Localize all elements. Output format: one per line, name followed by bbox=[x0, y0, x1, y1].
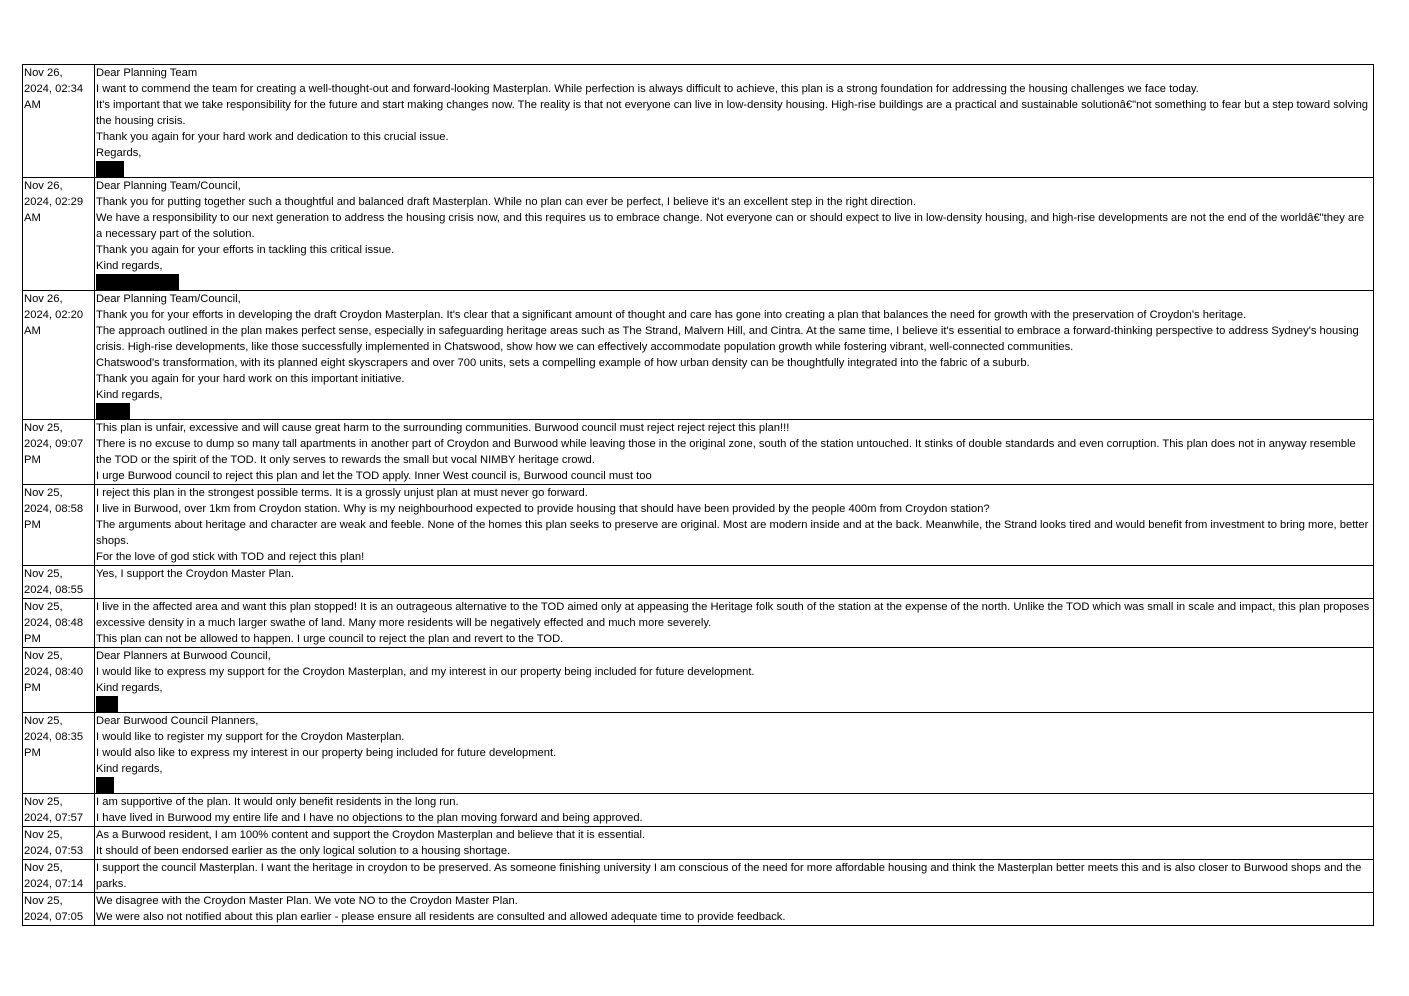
redacted-signature bbox=[96, 161, 124, 177]
submission-row bbox=[23, 485, 1374, 566]
redacted-signature bbox=[96, 777, 114, 793]
comment-line: We have a responsibility to our next generation to address the housing crisis now, and this requires us to embrace change. Not everyone can or should expect to live in low-density housing, and high-rise developments are not the end of the worldâ€"they are a necessary part of the solution. bbox=[96, 212, 1365, 240]
submission-comment bbox=[95, 860, 1374, 893]
submission-row bbox=[23, 566, 1374, 599]
submission-row bbox=[23, 713, 1374, 794]
comment-line: I live in Burwood, over 1km from Croydon station. Why is my neighbourhood expected to provide housing that should have been provided by the people 400m from Croydon station? bbox=[96, 503, 990, 515]
redacted-signature bbox=[96, 274, 179, 290]
redacted-signature bbox=[96, 696, 118, 712]
submission-comment bbox=[95, 827, 1374, 860]
submission-comment bbox=[95, 291, 1374, 420]
submissions-table-body bbox=[23, 65, 1374, 926]
comment-line: We disagree with the Croydon Master Plan. We vote NO to the Croydon Master Plan. bbox=[96, 895, 518, 907]
comment-line: Thank you for putting together such a thoughtful and balanced draft Masterplan. While no plan can ever be perfect, I believe it's an excellent step in the right direction. bbox=[96, 196, 916, 208]
comment-line: I want to commend the team for creating a well-thought-out and forward-looking Masterplan. While perfection is always difficult to achieve, this plan is a strong foundation for addressing the housing challenges we face today. bbox=[96, 83, 1199, 95]
comment-line: Regards, bbox=[96, 147, 142, 159]
submission-comment bbox=[95, 178, 1374, 291]
comment-line: Yes, I support the Croydon Master Plan. bbox=[96, 568, 294, 580]
comment-line: Dear Planning Team bbox=[96, 67, 198, 79]
comment-line: I would also like to express my interest in our property being included for future development. bbox=[96, 747, 557, 759]
submission-row bbox=[23, 648, 1374, 713]
comment-line: Kind regards, bbox=[96, 260, 163, 272]
submission-comment bbox=[95, 420, 1374, 485]
submission-comment bbox=[95, 713, 1374, 794]
comment-line: It's important that we take responsibility for the future and start making changes now. The reality is that not everyone can live in low-density housing. High-rise buildings are a practical and sustainable solutionâ€"not something to fear but a step toward solving the housing crisis. bbox=[96, 99, 1369, 127]
submission-date: Nov 25, 2024, 08:58 PM bbox=[23, 485, 95, 566]
comment-line: I live in the affected area and want this plan stopped! It is an outrageous alternative to the TOD aimed only at appeasing the Heritage folk south of the station at the expense of the north. Unlike the TOD which was small in scale and impact, this plan proposes excessive density in a much larger swathe of land. Many more residents will be negatively effected and much more severely. bbox=[96, 601, 1370, 629]
submission-row bbox=[23, 827, 1374, 860]
submission-date: Nov 25, 2024, 09:07 PM bbox=[23, 420, 95, 485]
comment-line: I have lived in Burwood my entire life and I have no objections to the plan moving forward and being approved. bbox=[96, 812, 643, 824]
submission-date: Nov 25, 2024, 08:55 bbox=[23, 566, 95, 599]
comment-line: I would like to express my support for the Croydon Masterplan, and my interest in our property being included for future development. bbox=[96, 666, 755, 678]
submission-row bbox=[23, 893, 1374, 926]
comment-line: Chatswood's transformation, with its planned eight skyscrapers and over 700 units, sets a compelling example of how urban density can be thoughtfully integrated into the fabric of a suburb. bbox=[96, 357, 1030, 369]
comment-line: We were also not notified about this plan earlier - please ensure all residents are consulted and allowed adequate time to provide feedback. bbox=[96, 911, 786, 923]
comment-line: I support the council Masterplan. I want the heritage in croydon to be preserved. As someone finishing university I am conscious of the need for more affordable housing and think the Masterplan better meets this and is also closer to Burwood shops and the parks. bbox=[96, 862, 1362, 890]
redacted-signature bbox=[96, 403, 130, 419]
comment-line: For the love of god stick with TOD and reject this plan! bbox=[96, 551, 365, 563]
comment-line: I reject this plan in the strongest possible terms. It is a grossly unjust plan at must never go forward. bbox=[96, 487, 588, 499]
submission-comment bbox=[95, 893, 1374, 926]
submission-comment bbox=[95, 485, 1374, 566]
submission-row bbox=[23, 599, 1374, 648]
comment-line: Thank you again for your efforts in tackling this critical issue. bbox=[96, 244, 395, 256]
submission-date: Nov 26, 2024, 02:29 AM bbox=[23, 178, 95, 291]
submission-comment bbox=[95, 566, 1374, 599]
submission-date: Nov 25, 2024, 08:48 PM bbox=[23, 599, 95, 648]
submission-row bbox=[23, 178, 1374, 291]
submission-comment bbox=[95, 65, 1374, 178]
submission-date: Nov 26, 2024, 02:34 AM bbox=[23, 65, 95, 178]
comment-line: I would like to register my support for the Croydon Masterplan. bbox=[96, 731, 405, 743]
comment-line: It should of been endorsed earlier as the only logical solution to a housing shortage. bbox=[96, 845, 511, 857]
comment-line: Dear Planning Team/Council, bbox=[96, 293, 241, 305]
comment-line: Kind regards, bbox=[96, 763, 163, 775]
submission-comment bbox=[95, 599, 1374, 648]
submission-date: Nov 25, 2024, 07:05 bbox=[23, 893, 95, 926]
comment-line: There is no excuse to dump so many tall apartments in another part of Croydon and Burwood while leaving those in the original zone, south of the station untouched. It stinks of double standards and even corruption. This plan does not in anyway resemble the TOD or the spirit of the TOD. It only serves to rewards the small but vocal NIMBY heritage crowd. bbox=[96, 438, 1356, 466]
submissions-table bbox=[22, 64, 1374, 926]
comment-line: This plan can not be allowed to happen. I urge council to reject the plan and revert to the TOD. bbox=[96, 633, 564, 645]
comment-line: Dear Burwood Council Planners, bbox=[96, 715, 259, 727]
comment-line: As a Burwood resident, I am 100% content and support the Croydon Masterplan and believe that it is essential. bbox=[96, 829, 646, 841]
submission-row bbox=[23, 291, 1374, 420]
comment-line: Kind regards, bbox=[96, 389, 163, 401]
comment-line: I urge Burwood council to reject this plan and let the TOD apply. Inner West council is, Burwood council must too bbox=[96, 470, 652, 482]
submission-date: Nov 26, 2024, 02:20 AM bbox=[23, 291, 95, 420]
comment-line: This plan is unfair, excessive and will cause great harm to the surrounding communities. Burwood council must reject reject reject this plan!!! bbox=[96, 422, 790, 434]
comment-line: Thank you again for your hard work and dedication to this crucial issue. bbox=[96, 131, 449, 143]
submission-row bbox=[23, 794, 1374, 827]
submission-date: Nov 25, 2024, 08:40 PM bbox=[23, 648, 95, 713]
submission-date: Nov 25, 2024, 07:53 bbox=[23, 827, 95, 860]
comment-line: The approach outlined in the plan makes perfect sense, especially in safeguarding heritage areas such as The Strand, Malvern Hill, and Cintra. At the same time, I believe it's essential to embrace a forward-thinking perspective to address Sydney's housing crisis. High-rise developments, like those successfully implemented in Chatswood, show how we can effectively accommodate population growth while fostering vibrant, well-connected communities. bbox=[96, 325, 1359, 353]
comment-line: Kind regards, bbox=[96, 682, 163, 694]
submission-date: Nov 25, 2024, 07:57 bbox=[23, 794, 95, 827]
comment-line: Thank you again for your hard work on this important initiative. bbox=[96, 373, 405, 385]
comment-line: Thank you for your efforts in developing the draft Croydon Masterplan. It's clear that a significant amount of thought and care has gone into creating a plan that balances the need for growth with the preservation of Croydon's heritage. bbox=[96, 309, 1247, 321]
submission-date: Nov 25, 2024, 08:35 PM bbox=[23, 713, 95, 794]
submission-comment bbox=[95, 794, 1374, 827]
comment-line: Dear Planners at Burwood Council, bbox=[96, 650, 271, 662]
submission-row bbox=[23, 860, 1374, 893]
comment-line: Dear Planning Team/Council, bbox=[96, 180, 241, 192]
submission-row bbox=[23, 420, 1374, 485]
submission-date: Nov 25, 2024, 07:14 bbox=[23, 860, 95, 893]
comment-line: I am supportive of the plan. It would only benefit residents in the long run. bbox=[96, 796, 459, 808]
submission-comment bbox=[95, 648, 1374, 713]
submission-row bbox=[23, 65, 1374, 178]
comment-line: The arguments about heritage and character are weak and feeble. None of the homes this plan seeks to preserve are original. Most are modern inside and at the back. Meanwhile, the Strand looks tired and would benefit from investment to bring more, better shops. bbox=[96, 519, 1369, 547]
